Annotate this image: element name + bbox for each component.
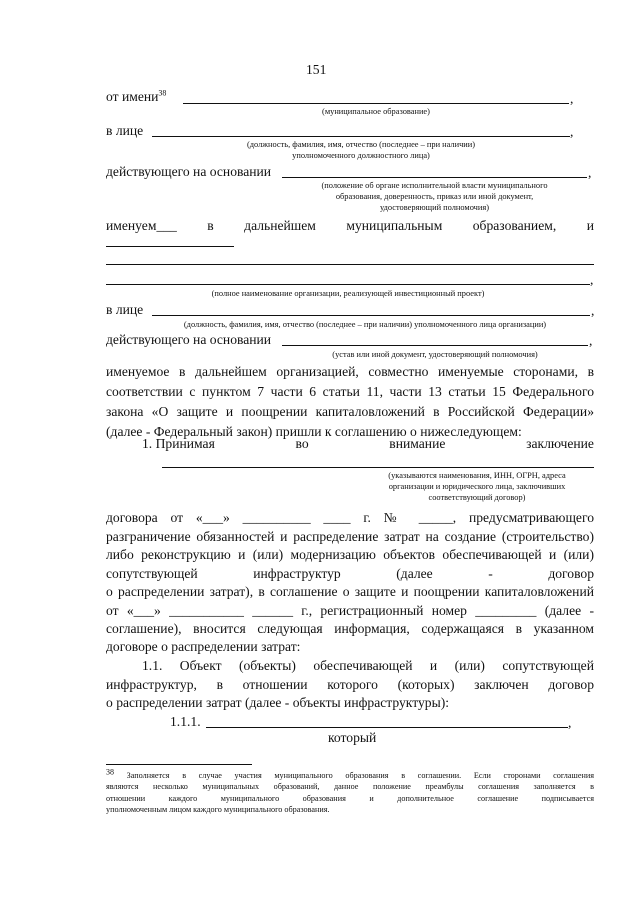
- item111-caption: который: [328, 730, 377, 745]
- org-caption: (полное наименование организации, реализующей инвестиционный проект): [211, 289, 485, 298]
- person1-caption-2: уполномоченного должностного лица): [292, 151, 430, 160]
- preamble-line: закона «О защите и поощрении капиталовложений в Российской Федерации»: [106, 404, 594, 419]
- comma: ,: [568, 715, 572, 730]
- basis1-caption-3: удостоверяющий полномочия): [379, 203, 490, 212]
- comma: ,: [591, 303, 595, 318]
- basis1-caption-2: образования, доверенность, приказ или иной документ,: [335, 192, 534, 201]
- basis2-label: действующего на основании: [106, 332, 272, 347]
- preamble-line: (далее - Федеральный закон) пришли к соглашению о нижеследующем:: [106, 424, 522, 439]
- footnote-line: $^{38}$ Заполняется в случае участия муниципального образования в соглашении. Если сторонами соглашения: [106, 767, 594, 780]
- org-field-1[interactable]: [106, 264, 594, 265]
- contract-line: от «___» ___________ ______ г., регистрационный номер _________ (далее -: [106, 603, 594, 618]
- contract-line: договоре о распределении затрат:: [106, 639, 301, 654]
- on-behalf-field[interactable]: [183, 103, 569, 104]
- basis1-caption-1: (положение об органе исполнительной власти муниципального: [321, 181, 548, 190]
- contract-line: договора от «___» __________ ____ г. № _____, предусматривающего: [106, 510, 594, 525]
- contract-line: разграничение обязанностей и распределение затрат на создание (строительство): [106, 529, 594, 544]
- footnote-mark: 38: [158, 88, 167, 98]
- item1-caption-2: организации и юридического лица, заключивших: [388, 482, 566, 491]
- named-suffix-field[interactable]: [106, 246, 234, 247]
- on-behalf-label: от имени$^{38}$: [106, 88, 167, 104]
- person2-field[interactable]: [152, 315, 590, 316]
- person1-field[interactable]: [152, 136, 570, 137]
- comma: ,: [570, 91, 574, 106]
- contract-line: либо реконструкцию и (или) модернизацию объектов обеспечивающей и (или): [106, 547, 594, 562]
- on-behalf-caption: (муниципальное образование): [322, 107, 430, 116]
- page-number: 151: [306, 62, 327, 77]
- item111-field[interactable]: [206, 727, 568, 728]
- item111-label: 1.1.1.: [170, 714, 201, 729]
- org-field-2[interactable]: [106, 284, 590, 285]
- item1-field[interactable]: [162, 467, 594, 468]
- preamble-line: именуемое в дальнейшем организацией, совместно именуемые сторонами, в: [106, 364, 594, 379]
- item1-caption-1: (указываются наименования, ИНН, ОГРН, адреса: [388, 471, 566, 480]
- item1-line: 1. Принимая во внимание заключение: [142, 436, 594, 451]
- contract-line: сопутствующей инфраструктур (далее - договор: [106, 566, 594, 581]
- named-line: именуем___ в дальнейшем муниципальным образованием, и: [106, 218, 594, 233]
- comma: ,: [589, 333, 593, 348]
- person1-caption-1: (должность, фамилия, имя, отчество (последнее – при наличии): [246, 140, 476, 149]
- footnote-line: являются несколько муниципальных образований, данное положение преамбулы соглашения заполняется в: [106, 782, 594, 791]
- footnote-number: 38: [106, 767, 114, 777]
- item11-line: о распределении затрат (далее - объекты инфраструктуры):: [106, 695, 450, 710]
- basis1-field[interactable]: [282, 177, 587, 178]
- footnote-separator: [106, 764, 252, 765]
- contract-line: соглашение), вносится следующая информация, содержащаяся в указанном: [106, 621, 594, 636]
- item11-line: 1.1. Объект (объекты) обеспечивающей и (или) сопутствующей: [142, 658, 594, 673]
- comma: ,: [570, 124, 574, 139]
- footnote-line: уполномоченным лицом каждого муниципального образования.: [106, 805, 330, 814]
- footnote-line: отношении каждого муниципального образования и дополнительное соглашение подписывается: [106, 794, 594, 803]
- comma: ,: [590, 272, 594, 287]
- person2-caption: (должность, фамилия, имя, отчество (последнее – при наличии) уполномоченного лица организации): [183, 320, 547, 329]
- preamble-line: соответствии с пунктом 7 части 6 статьи 11, части 13 статьи 15 Федерального: [106, 384, 594, 399]
- person1-label: в лице: [106, 123, 144, 138]
- basis2-caption: (устав или иной документ, удостоверяющий полномочия): [332, 350, 538, 359]
- basis1-label: действующего на основании: [106, 164, 272, 179]
- comma: ,: [588, 165, 592, 180]
- item1-caption-3: соответствующий договор): [428, 493, 526, 502]
- person2-label: в лице: [106, 302, 144, 317]
- basis2-field[interactable]: [282, 345, 588, 346]
- item11-line: инфраструктур, в отношении которого (которых) заключен договор: [106, 677, 594, 692]
- contract-line: о распределении затрат), в соглашение о защите и поощрении капиталовложений: [106, 584, 594, 599]
